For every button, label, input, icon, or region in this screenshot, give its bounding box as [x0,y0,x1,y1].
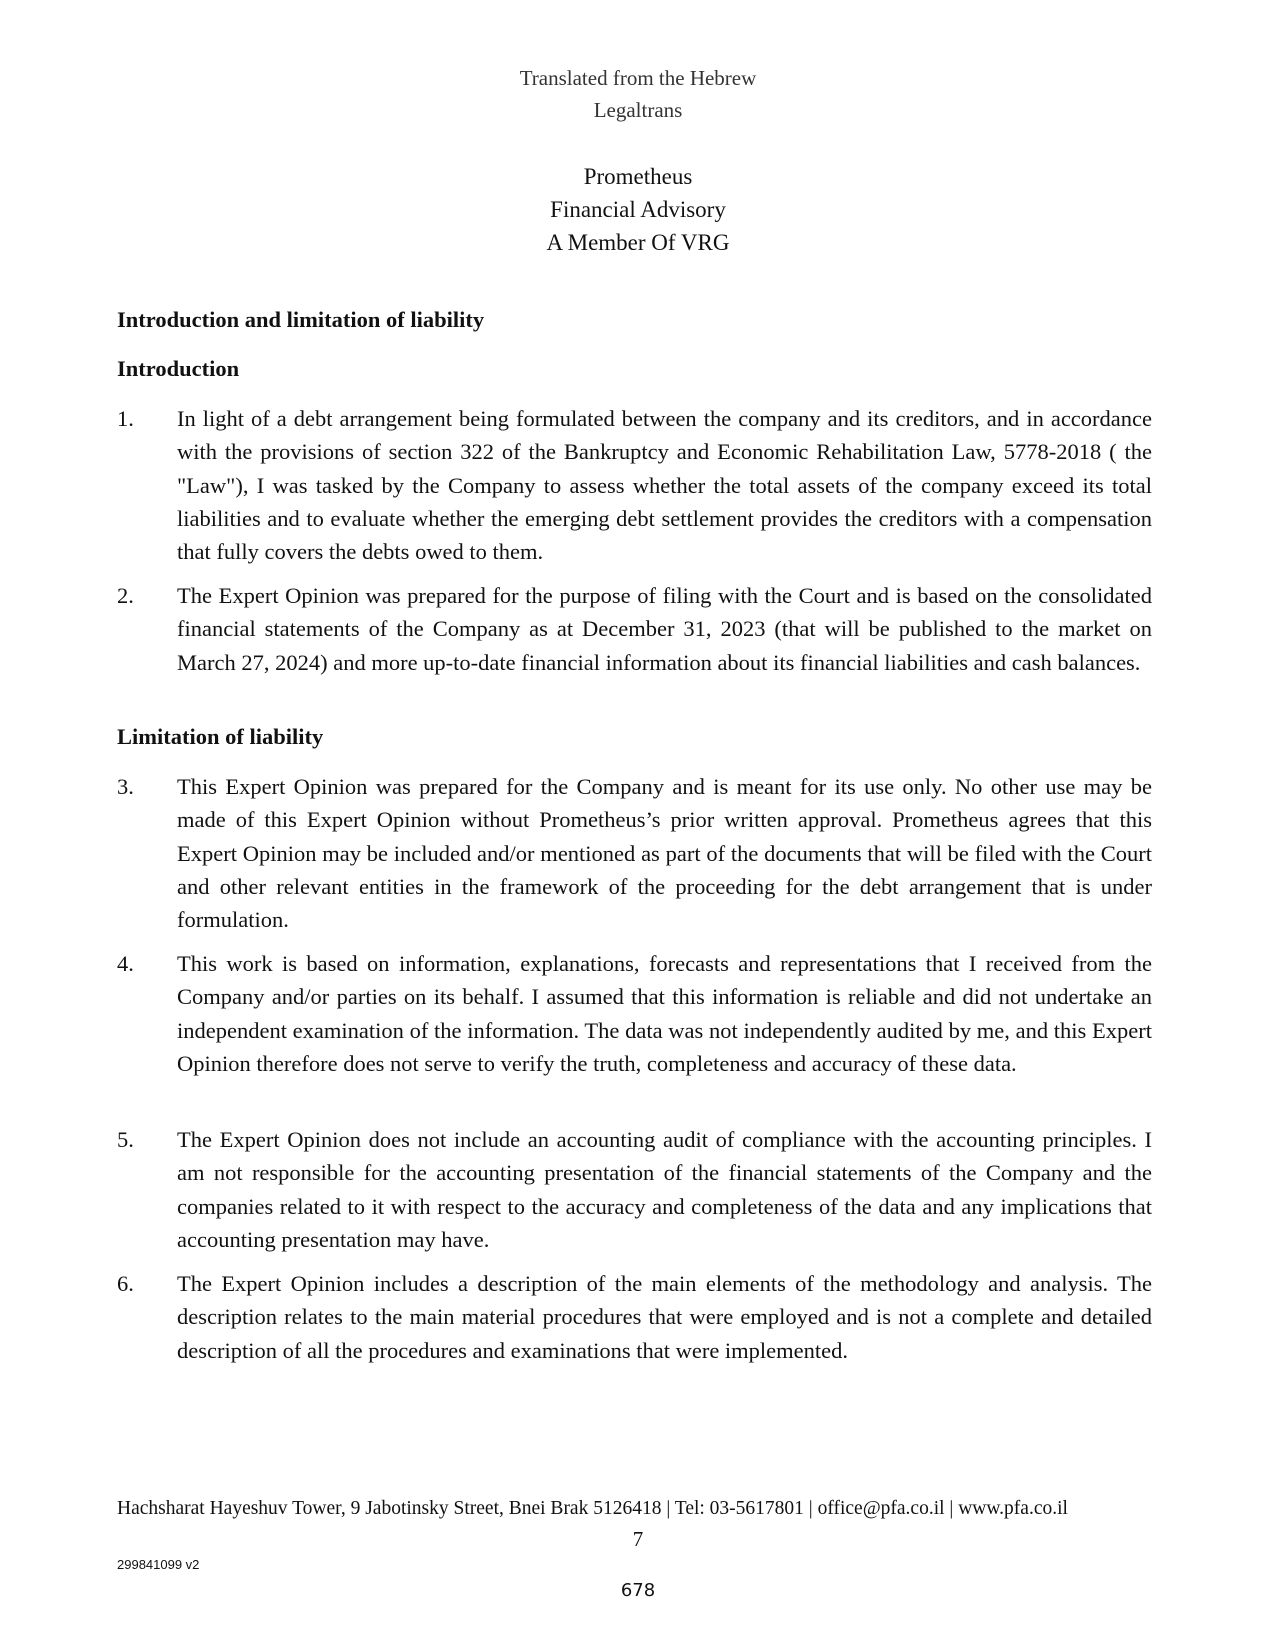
company-affiliation: A Member Of VRG [546,230,730,255]
paragraph-text: The Expert Opinion was prepared for the purpose of filing with the Court and is based on the consolidated financial statements of the Company as at December 31, 2023 (that will be published to the market on March 27, 2024) and more up-to-date financial information about its financial liabilities and cash balances. [177,583,1152,675]
paragraph-text: The Expert Opinion includes a description of the main elements of the methodology and analysis. The description relates to the main material procedures that were employed and is not a complete and detailed description of all the procedures and examinations that were implemented. [177,1271,1152,1363]
paragraph-number: 3. [117,774,134,799]
paragraph-number: 2. [117,583,134,608]
paragraph-6 [117,1267,1152,1367]
paragraph-4 [117,947,1152,1080]
introduction-heading: Introduction [117,356,240,381]
paragraph-number: 5. [117,1127,134,1152]
translator-name: Legaltrans [593,98,683,122]
limitation-heading: Limitation of liability [117,724,324,749]
paragraph-number: 1. [117,406,134,431]
paragraph-text: The Expert Opinion does not include an accounting audit of compliance with the accounting principles. I am not responsible for the accounting presentation of the financial statements of the Company and the companies related to it with respect to the accuracy and completeness of the data and any implications that accounting presentation may have. [177,1127,1152,1252]
paragraph-text: In light of a debt arrangement being formulated between the company and its creditors, and in accordance with the provisions of section 322 of the Bankruptcy and Economic Rehabilitation Law, 5778-2018 ( the "Law"), I was tasked by the Company to assess whether the total assets of the company exceed its total liabilities and to evaluate whether the emerging debt settlement provides the creditors with a compensation that fully covers the debts owed to them. [177,406,1152,565]
document-id: 299841099 v2 [117,1557,200,1572]
paragraph-text: This Expert Opinion was prepared for the Company and is meant for its use only. No other use may be made of this Expert Opinion without Prometheus’s prior written approval. Prometheus agrees that this Expert Opinion may be included and/or mentioned as part of the documents that will be filed with the Court and other relevant entities in the framework of the proceeding for the debt arrangement that is under formulation. [177,774,1152,933]
paragraph-3 [117,770,1152,936]
company-descriptor: Financial Advisory [550,197,726,222]
main-heading: Introduction and limitation of liability [117,307,485,332]
paragraph-5 [117,1123,1152,1256]
paragraph-number: 6. [117,1271,134,1296]
footer-address: Hachsharat Hayeshuv Tower, 9 Jabotinsky Street, Bnei Brak 5126418 | Tel: 03-5617801 | office@pfa.co.il | www.pfa.co.il [117,1498,1068,1519]
paragraph-2 [117,579,1152,679]
translation-line: Translated from the Hebrew [519,66,757,90]
company-letterhead [0,160,1276,259]
company-name: Prometheus [583,164,693,189]
paragraph-number: 4. [117,951,134,976]
translation-note [0,62,1276,126]
paragraph-1 [117,402,1152,568]
stamped-page-number: 678 [620,1580,656,1601]
paragraph-text: This work is based on information, explanations, forecasts and representations that I received from the Company and/or parties on its behalf. I assumed that this information is reliable and did not undertake an independent examination of the information. The data was not independently audited by me, and this Expert Opinion therefore does not serve to verify the truth, completeness and accuracy of these data. [177,951,1152,1076]
page-number: 7 [632,1527,644,1551]
